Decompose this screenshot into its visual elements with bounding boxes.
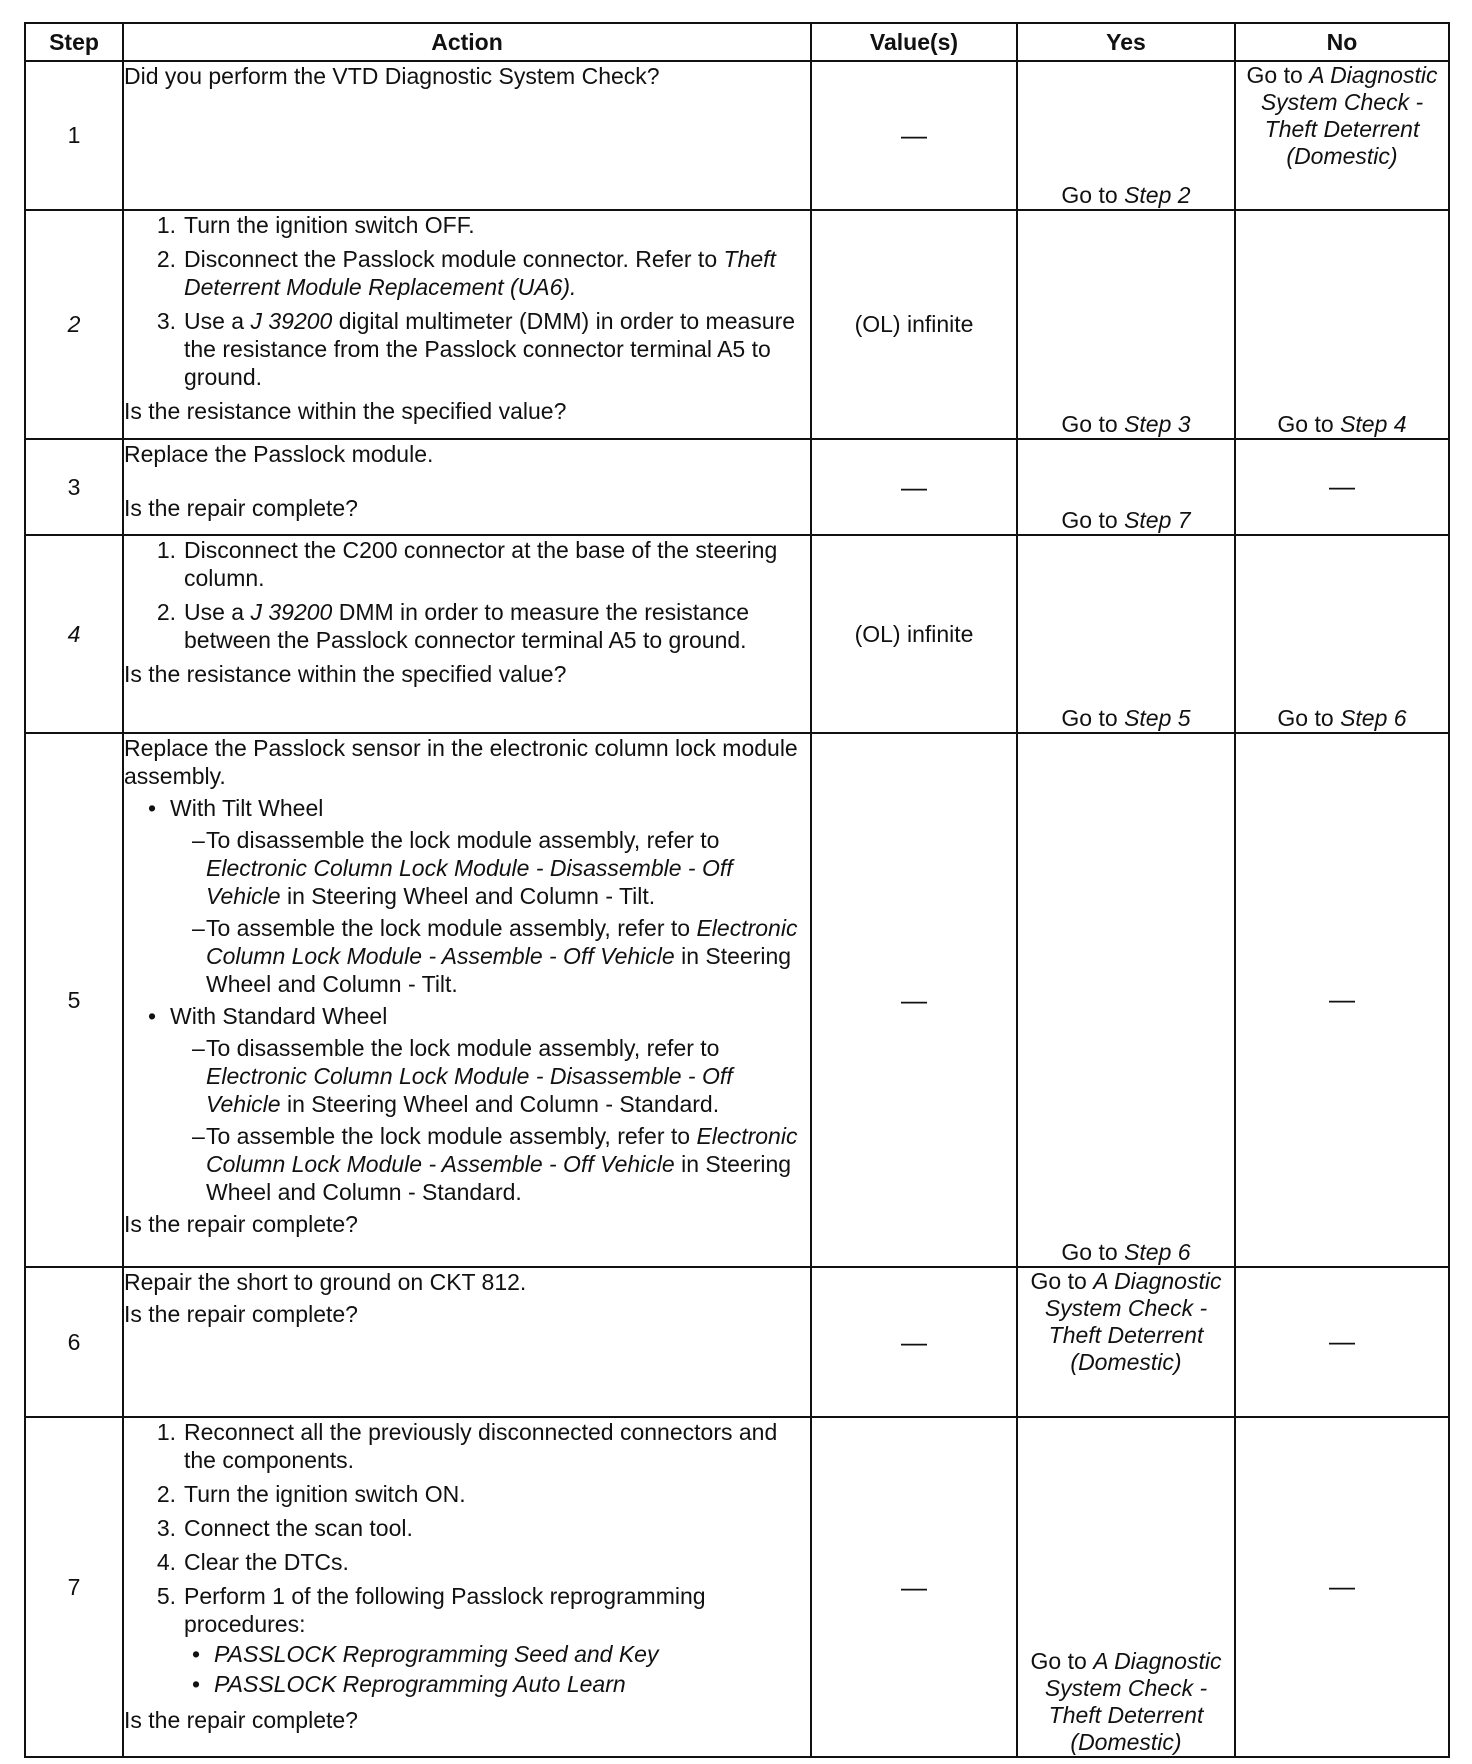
header-values: Value(s) (811, 23, 1017, 61)
list-item: 2. Disconnect the Passlock module connector. Refer to Theft Deterrent Module Replacement (UA6). (156, 246, 776, 300)
yes-cell[interactable]: Go to A Diagnostic System Check - Theft Deterrent (Domestic) (1017, 1417, 1235, 1757)
header-step: Step (25, 23, 123, 61)
action-cell (123, 733, 811, 1267)
no-cell: — (1235, 1417, 1449, 1757)
step-number: 4 (25, 535, 123, 733)
question-text: Is the resistance within the specified value? (124, 661, 567, 687)
no-cell[interactable]: Go to Step 4 (1235, 210, 1449, 439)
action-text: Repair the short to ground on CKT 812. (124, 1269, 527, 1295)
question-text: Is the repair complete? (124, 1301, 358, 1327)
table-row-step-4 (25, 535, 1449, 733)
step-number: 7 (25, 1417, 123, 1757)
yes-cell[interactable]: Go to A Diagnostic System Check - Theft Deterrent (Domestic) (1017, 1267, 1235, 1417)
value-cell: — (811, 1417, 1017, 1757)
step-number: 1 (25, 61, 123, 210)
sub-item: – To assemble the lock module assembly, refer to Electronic Column Lock Module - Assemble - Off Vehicle in Steering Wheel and Column - Standard. (192, 1123, 798, 1205)
reference-link[interactable]: PASSLOCK Reprogramming Auto Learn (214, 1671, 626, 1697)
reference-link[interactable]: Theft Deterrent Module Replacement (UA6). (184, 246, 776, 300)
question-text: Is the repair complete? (124, 1211, 358, 1237)
yes-cell[interactable]: Go to Step 5 (1017, 535, 1235, 733)
dash: — (901, 120, 927, 150)
diagnostic-table (24, 22, 1450, 1758)
list-item: 1. Disconnect the C200 connector at the base of the steering column. (156, 537, 778, 591)
reference-link[interactable]: Electronic Column Lock Module - Assemble - Off Vehicle (206, 1123, 798, 1177)
list-item: 2. Turn the ignition switch ON. (156, 1481, 466, 1507)
question-text: Is the repair complete? (124, 495, 358, 521)
goto-link[interactable]: A Diagnostic System Check - Theft Deterrent (Domestic) (1260, 62, 1438, 169)
no-cell[interactable]: Go to Step 6 (1235, 535, 1449, 733)
list-item: 3. Use a J 39200 digital multimeter (DMM) in order to measure the resistance from the Passlock connector terminal A5 to ground. (156, 308, 796, 390)
list-item: 1. Reconnect all the previously disconnected connectors and the components. (156, 1419, 778, 1473)
action-cell (123, 439, 811, 535)
goto-link[interactable]: Step 6 (1340, 705, 1407, 731)
sub-item: – To disassemble the lock module assembly, refer to Electronic Column Lock Module - Disassemble - Off Vehicle in Steering Wheel and Column - Standard. (192, 1035, 733, 1117)
goto-link[interactable]: Step 5 (1124, 705, 1191, 731)
table-row-step-7 (25, 1417, 1449, 1757)
value-cell: — (811, 1267, 1017, 1417)
table-row-step-5 (25, 733, 1449, 1267)
value-cell (811, 61, 1017, 210)
value-cell: — (811, 733, 1017, 1267)
action-text: Replace the Passlock sensor in the electronic column lock module assembly. (124, 735, 798, 789)
goto-link[interactable]: Step 2 (1124, 182, 1191, 208)
action-text: Replace the Passlock module. (124, 441, 434, 467)
step-number: 3 (25, 439, 123, 535)
goto-link[interactable]: Step 7 (1124, 507, 1191, 533)
action-cell (123, 535, 811, 733)
goto-link[interactable]: A Diagnostic System Check - Theft Deterrent (Domestic) (1044, 1268, 1222, 1375)
action-cell (123, 61, 811, 210)
bullet-item: • With Standard Wheel (148, 1003, 388, 1029)
header-no: No (1235, 23, 1449, 61)
goto-link[interactable]: Step 4 (1340, 411, 1407, 437)
action-cell (123, 210, 811, 439)
value-cell: (OL) infinite (811, 535, 1017, 733)
procedure-list (124, 211, 810, 391)
step-number: 5 (25, 733, 123, 1267)
yes-cell[interactable]: Go to Step 3 (1017, 210, 1235, 439)
procedure-list (124, 1418, 810, 1700)
reference-link[interactable]: PASSLOCK Reprogramming Seed and Key (214, 1641, 659, 1667)
step-number: 2 (25, 210, 123, 439)
list-item: 2. Use a J 39200 DMM in order to measure the resistance between the Passlock connector terminal A5 to ground. (156, 599, 750, 653)
question-text: Is the repair complete? (124, 1707, 358, 1733)
table-row-step-1 (25, 61, 1449, 210)
no-cell: — (1235, 439, 1449, 535)
sub-item: – To disassemble the lock module assembly, refer to Electronic Column Lock Module - Disassemble - Off Vehicle in Steering Wheel and Column - Tilt. (192, 827, 733, 909)
action-cell (123, 1417, 811, 1757)
yes-cell[interactable]: Go to Step 6 (1017, 733, 1235, 1267)
tool-name: J 39200 (250, 308, 333, 334)
step-number: 6 (25, 1267, 123, 1417)
question-text: Is the resistance within the specified value? (124, 398, 567, 424)
list-item: 3. Connect the scan tool. (156, 1515, 413, 1541)
reference-link[interactable]: Electronic Column Lock Module - Disassemble - Off Vehicle (206, 855, 733, 909)
reference-link[interactable]: Electronic Column Lock Module - Disassemble - Off Vehicle (206, 1063, 733, 1117)
goto-link[interactable]: Step 6 (1124, 1239, 1191, 1265)
no-cell: — (1235, 1267, 1449, 1417)
action-cell (123, 1267, 811, 1417)
goto-prefix: Go to (1061, 182, 1125, 208)
procedure-option: • PASSLOCK Reprogramming Seed and Key (192, 1641, 659, 1667)
no-cell: — (1235, 733, 1449, 1267)
yes-cell[interactable]: Go to Step 7 (1017, 439, 1235, 535)
table-row-step-2 (25, 210, 1449, 439)
procedure-list (124, 536, 810, 654)
goto-link[interactable]: Step 3 (1124, 411, 1191, 437)
reference-link[interactable]: Electronic Column Lock Module - Assemble - Off Vehicle (206, 915, 798, 969)
header-action: Action (123, 23, 811, 61)
list-item: 4. Clear the DTCs. (156, 1549, 349, 1575)
bullet-item: • With Tilt Wheel (148, 795, 324, 821)
value-cell: (OL) infinite (811, 210, 1017, 439)
no-cell[interactable] (1235, 61, 1449, 210)
yes-cell[interactable] (1017, 61, 1235, 210)
tool-name: J 39200 (250, 599, 333, 625)
goto-link[interactable]: A Diagnostic System Check - Theft Deterrent (Domestic) (1044, 1648, 1222, 1755)
sub-item: – To assemble the lock module assembly, refer to Electronic Column Lock Module - Assemble - Off Vehicle in Steering Wheel and Column - Tilt. (192, 915, 798, 997)
goto-prefix: Go to (1246, 62, 1310, 88)
list-item: 1. Turn the ignition switch OFF. (156, 212, 475, 238)
procedure-option: • PASSLOCK Reprogramming Auto Learn (192, 1671, 626, 1697)
header-yes: Yes (1017, 23, 1235, 61)
question-text: Did you perform the VTD Diagnostic System Check? (124, 63, 660, 89)
table-row-step-3 (25, 439, 1449, 535)
value-cell: — (811, 439, 1017, 535)
table-row-step-6 (25, 1267, 1449, 1417)
list-item: 5. Perform 1 of the following Passlock reprogramming procedures: • PASSLOCK Reprogramming Seed and Key • PASSLOCK Reprogramming Auto Learn (124, 1582, 810, 1700)
header-row (25, 23, 1449, 61)
